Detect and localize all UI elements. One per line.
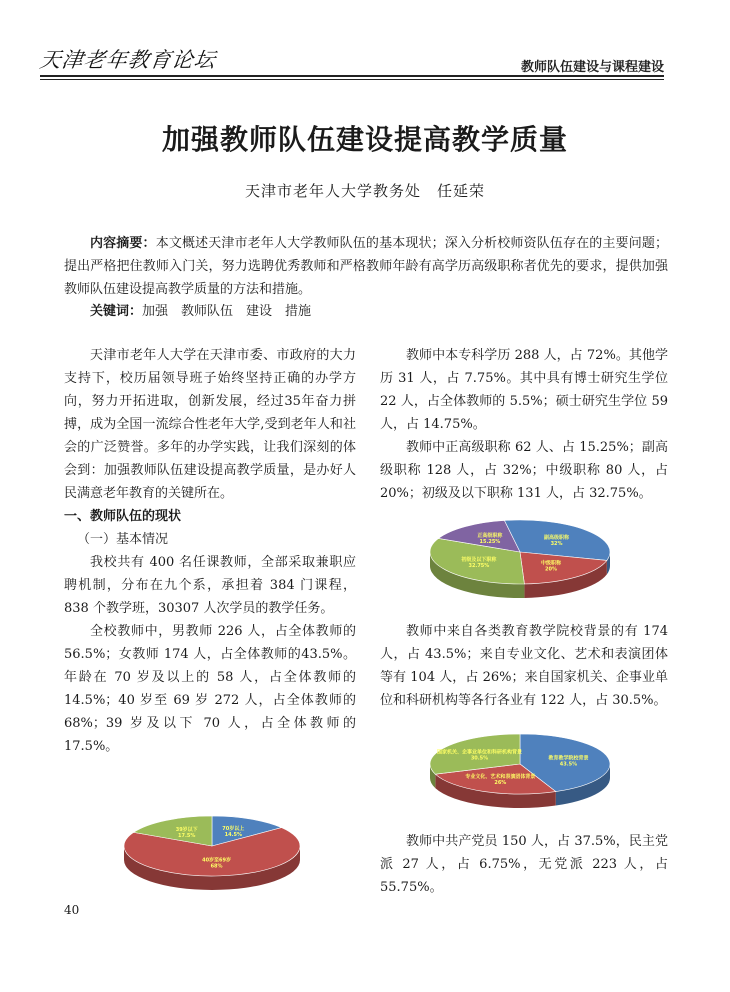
keywords-label: 关键词：: [90, 304, 143, 319]
pie-data-label: 专业文化、艺术和表演团体背景 26%: [465, 774, 536, 787]
article-title: 加强教师队伍建设提高教学质量: [161, 123, 568, 156]
keywords: [64, 301, 668, 323]
body-paragraph: 我校共有 400 名任课教师，全部采取兼职应聘机制，分布在九个系，承担着 384 门课程， 838 个教学班，30307 人次学员的教学任务。: [64, 555, 356, 616]
pie-data-label: 国家机关、企事业单位和科研机构背景 30.5%: [436, 749, 523, 762]
section-heading: 一、教师队伍的现状: [64, 509, 182, 524]
body-paragraph: 教师中本专科学历 288 人，占 72%。其他学历 31 人，占 7.75%。其中具有博士研究生学位 22 人，占全体教师的 5.5%；硕士研究生学位 59 人，占 14.75%。: [380, 348, 668, 432]
title-pie-chart: [424, 512, 616, 608]
keywords-text: 加强 教师队伍 建设 措施: [142, 304, 312, 319]
body-paragraph: 教师中共产党员 150 人，占 37.5%，民主党派 27 人，占 6.75%，无党派 223 人，占55.75%。: [380, 834, 668, 895]
age-pie-chart: [118, 808, 306, 900]
subsection-heading: （一）基本情况: [77, 532, 169, 547]
left-column: [64, 344, 356, 758]
right-column-bottom: [380, 830, 668, 899]
pie-data-label: 39岁以下 17.5%: [175, 826, 198, 839]
body-paragraph: 教师中来自各类教育教学院校背景的有 174 人，占 43.5%；来自专业文化、艺术和表演团体等有 104 人，占 26%；来自国家机关、企事业单位和科研机构等各行各业有 122 人，占 30.5%。: [380, 624, 668, 708]
header-rule-thin: [40, 79, 664, 80]
pie-data-label: 初级及以下职称 32.75%: [461, 556, 497, 569]
pie-data-label: 70岁以上 14.5%: [222, 826, 245, 839]
background-pie-svg: [424, 726, 616, 818]
pie-data-label: 中级职称 20%: [541, 560, 562, 573]
abstract: [64, 232, 668, 301]
background-pie-chart: [424, 726, 616, 818]
title-pie-svg: [424, 512, 616, 608]
abstract-text: 本文概述天津市老年人大学教师队伍的基本现状；深入分析校师资队伍存在的主要问题；提出严格把住教师入门关，努力选聘优秀教师和严格教师年龄有高学历高级职称者优先的要求，提供加强教师队伍建设提高教学质量的方法和措施。: [64, 236, 668, 297]
page-number: 40: [64, 903, 80, 917]
age-pie-svg: [118, 808, 306, 900]
pie-data-label: 教育教学院校背景 43.5%: [548, 755, 589, 768]
body-paragraph: 全校教师中，男教师 226 人，占全体教师的 56.5%；女教师 174 人，占全体教师的43.5%。年龄在 70 岁及以上的 58 人，占全体教师的 14.5%；40 岁至 69 岁 272 人，占全体教师的 68%；39 岁及以下 70 人，占全体教师的 17.5%。: [64, 624, 356, 754]
body-paragraph: 天津市老年人大学在天津市委、市政府的大力支持下，校历届领导班子始终坚持正确的办学方向，努力开拓进取，创新发展，经过35年奋力拼搏，成为全国一流综合性老年大学,受到老年人和社会的广泛赞誉。多年的办学实践，让我们深刻的体会到：加强教师队伍建设提高教学质量，是办好人民满意老年教育的关键所在。: [64, 348, 356, 501]
right-column-middle: [380, 620, 668, 712]
header-rule: [40, 75, 664, 77]
right-column-top: [380, 344, 668, 505]
pie-data-label: 正高级职称 15.25%: [477, 533, 503, 546]
body-paragraph: 教师中正高级职称 62 人、占 15.25%；副高级职称 128 人，占 32%；中级职称 80 人，占 20%；初级及以下职称 131 人，占 32.75%。: [380, 440, 668, 501]
abstract-label: 内容摘要：: [90, 236, 156, 251]
section-title: 教师队伍建设与课程建设: [520, 60, 664, 75]
pie-data-label: 副高级职称 32%: [544, 535, 570, 548]
article-author: 天津市老年人大学教务处 任延荣: [244, 182, 485, 200]
pie-data-label: 40岁至69岁 68%: [202, 857, 232, 870]
journal-logo: 天津老年教育论坛: [38, 48, 218, 72]
